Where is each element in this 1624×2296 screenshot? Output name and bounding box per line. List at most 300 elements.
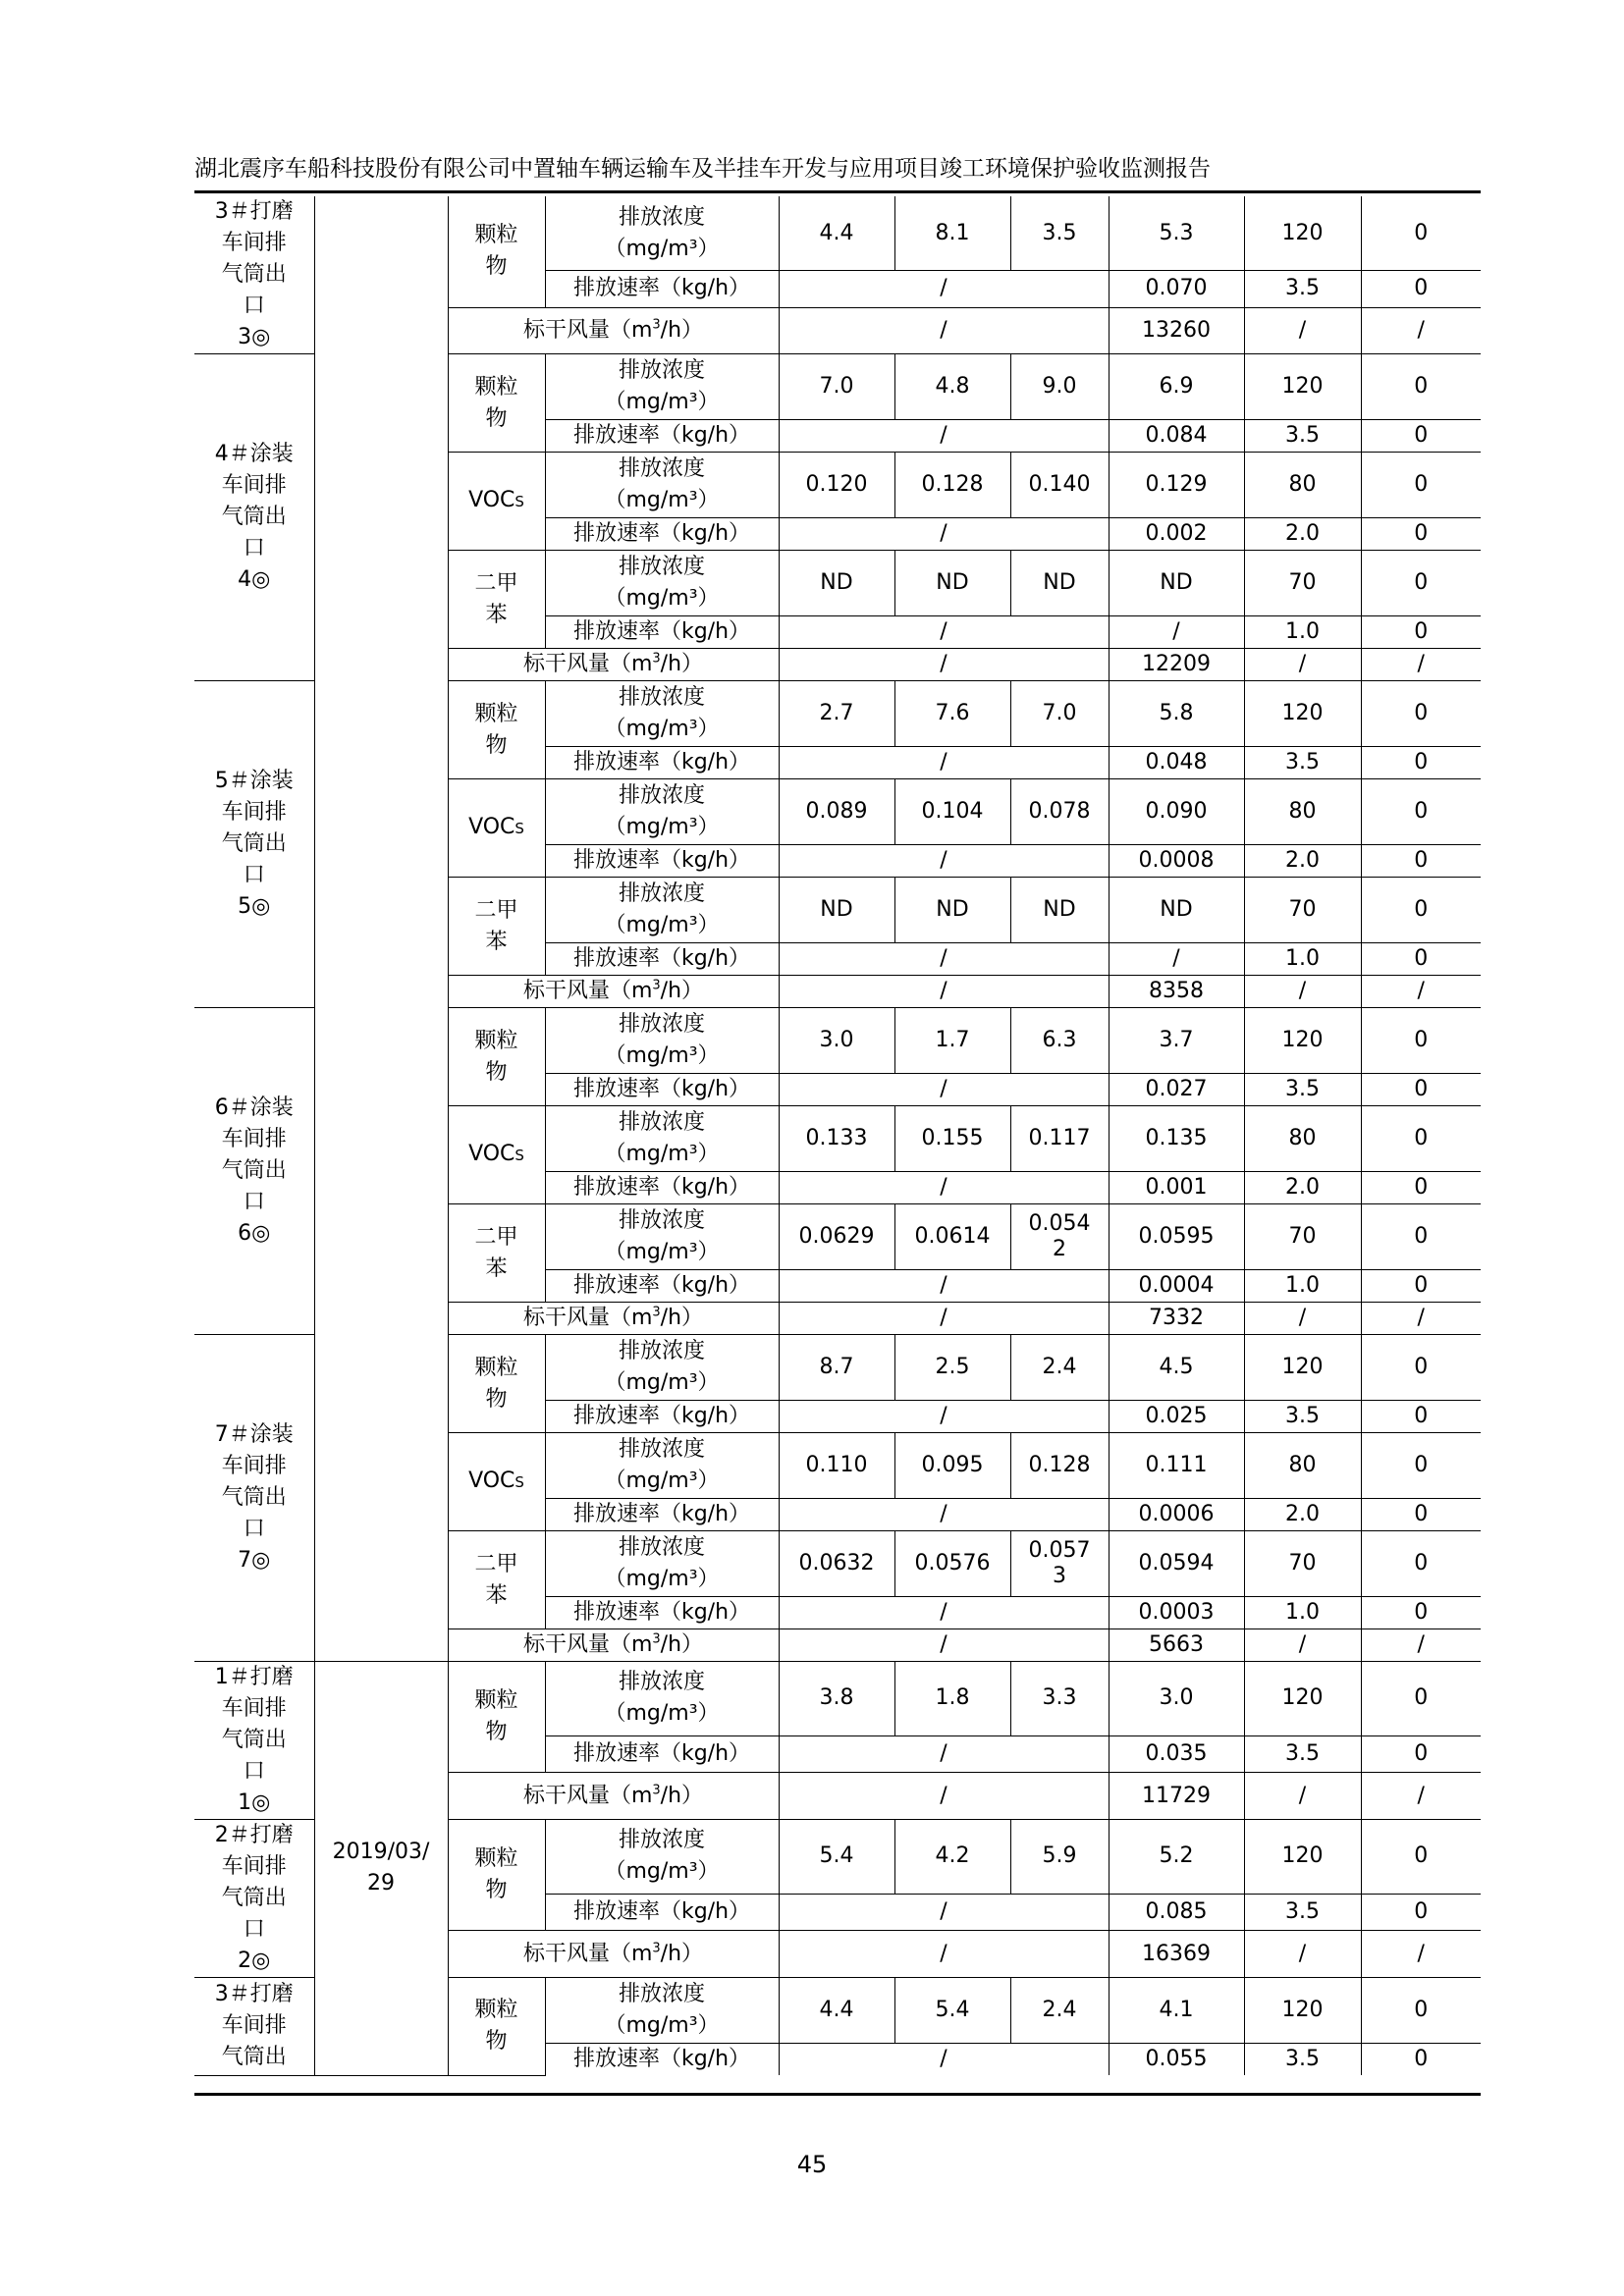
- pollutant-name-line: 二甲: [474, 1224, 518, 1250]
- flow-label: [448, 976, 779, 1008]
- location-cell: [194, 1662, 314, 1820]
- location-cell: [194, 196, 314, 354]
- conc-label: [545, 1978, 779, 2044]
- conc-label: [545, 1106, 779, 1172]
- table-bottom-rule: [194, 2093, 1481, 2096]
- value-cell: 5663: [1109, 1629, 1244, 1662]
- value-cell: ND: [779, 551, 894, 616]
- value-cell: /: [1361, 1629, 1481, 1662]
- conc-label: [545, 1662, 779, 1736]
- rate-label: 排放速率（kg/h）: [545, 943, 779, 976]
- pollutant-cell: [448, 1106, 545, 1204]
- rate-label: 排放速率（kg/h）: [545, 1401, 779, 1433]
- location-line: 车间排: [221, 231, 287, 255]
- value-cell: 0: [1361, 1735, 1481, 1772]
- pollutant-name-line: 物: [485, 2029, 508, 2055]
- location-line: 口: [243, 1759, 265, 1784]
- date-line: 29: [367, 1871, 395, 1896]
- value-cell: 0.027: [1109, 1074, 1244, 1106]
- flow-label: [448, 1773, 779, 1820]
- value-cell: 3.5: [1244, 420, 1361, 453]
- value-cell: 120: [1244, 1008, 1361, 1074]
- value-cell: 0: [1361, 616, 1481, 649]
- location-line: 车间排: [221, 1696, 287, 1721]
- value-cell: ND: [1010, 878, 1109, 943]
- value-cell: 0: [1361, 1172, 1481, 1204]
- flow-label-sup: 3: [652, 1631, 661, 1647]
- value-cell: 0: [1361, 420, 1481, 453]
- pollutant-cell: [448, 1433, 545, 1531]
- location-line: 气筒出: [221, 2045, 287, 2070]
- value-cell: 2.0: [1244, 1172, 1361, 1204]
- value-cell: 3.5: [1244, 1401, 1361, 1433]
- location-line: 7＃涂装: [214, 1422, 294, 1447]
- value-cell: 0.140: [1010, 453, 1109, 518]
- location-line: 口: [243, 863, 265, 887]
- flow-label-prefix: 标干风量（m: [522, 979, 653, 1003]
- value-cell: 5.8: [1109, 681, 1244, 747]
- value-cell: 80: [1244, 1106, 1361, 1172]
- conc-label-line: （mg/m³）: [604, 1468, 720, 1493]
- value-cell: 0: [1361, 271, 1481, 307]
- flow-label-sup: 3: [652, 978, 661, 993]
- conc-label: [545, 1531, 779, 1597]
- rate-label: 排放速率（kg/h）: [545, 1894, 779, 1930]
- flow-label-sup: 3: [652, 1783, 661, 1798]
- value-cell: /: [1244, 307, 1361, 353]
- value-cell: 3.5: [1244, 1894, 1361, 1930]
- value-cell: 3.3: [1010, 1662, 1109, 1736]
- location-line: 1◎: [238, 1790, 271, 1815]
- conc-label-line: 排放浓度: [618, 1208, 705, 1233]
- flow-label: [448, 1931, 779, 1978]
- value-cell: 120: [1244, 1662, 1361, 1736]
- value-cell: 0: [1361, 453, 1481, 518]
- value-cell: 7.0: [779, 354, 894, 420]
- location-cell: [194, 1335, 314, 1662]
- conc-label-line: （mg/m³）: [604, 488, 720, 512]
- value-cell: /: [779, 1597, 1109, 1629]
- value-cell: /: [779, 307, 1109, 353]
- location-line: 6＃涂装: [214, 1095, 294, 1120]
- value-cell: 0.085: [1109, 1894, 1244, 1930]
- flow-label-suffix: /h）: [660, 1632, 704, 1657]
- value-cell: 3.5: [1244, 271, 1361, 307]
- pollutant-name-line: 颗粒: [474, 701, 518, 726]
- value-cell: 0: [1361, 1433, 1481, 1499]
- page-number: 45: [796, 2151, 828, 2178]
- value-cell: 0: [1361, 943, 1481, 976]
- pollutant-subscript: S: [514, 820, 524, 837]
- pollutant-subscript: S: [514, 493, 524, 510]
- value-cell: /: [1361, 1303, 1481, 1335]
- value-cell: ND: [894, 878, 1010, 943]
- value-cell: 0: [1361, 1597, 1481, 1629]
- pollutant-name: VOC: [468, 815, 515, 839]
- value-cell: 0.055: [1109, 2044, 1244, 2076]
- value-cell: 4.4: [779, 1978, 894, 2044]
- value-cell: 13260: [1109, 307, 1244, 353]
- flow-label-prefix: 标干风量（m: [522, 1941, 653, 1966]
- location-line: 气筒出: [221, 1485, 287, 1510]
- conc-label-line: （mg/m³）: [604, 1701, 720, 1727]
- value-cell: 0: [1361, 1008, 1481, 1074]
- value-cell: 2.4: [1010, 1335, 1109, 1401]
- location-line: 3＃打磨: [214, 1982, 294, 2007]
- location-cell: [194, 681, 314, 1008]
- pollutant-name-line: 物: [485, 1720, 508, 1745]
- date-cell: [314, 1662, 448, 2076]
- conc-label-line: 排放浓度: [618, 555, 705, 579]
- pollutant-name: VOC: [468, 1142, 515, 1166]
- value-cell: 0.090: [1109, 779, 1244, 845]
- value-cell: 0: [1361, 1820, 1481, 1895]
- pollutant-subscript: S: [514, 1473, 524, 1491]
- value-cell: /: [779, 1773, 1109, 1820]
- value-cell: 0: [1361, 1531, 1481, 1597]
- pollutant-name-line: 颗粒: [474, 374, 518, 400]
- value-cell: /: [1361, 976, 1481, 1008]
- location-line: 3＃打磨: [214, 199, 294, 224]
- value-cell: 3.7: [1109, 1008, 1244, 1074]
- conc-label-line: 排放浓度: [618, 783, 705, 808]
- value-cell: 0.129: [1109, 453, 1244, 518]
- pollutant-cell: [448, 1820, 545, 1931]
- flow-label: [448, 1629, 779, 1662]
- conc-label: [545, 779, 779, 845]
- value-cell: 0.0008: [1109, 845, 1244, 878]
- value-cell: 0.0614: [894, 1204, 1010, 1270]
- pollutant-name-line: 颗粒: [474, 1846, 518, 1872]
- pollutant-cell: [448, 1978, 545, 2076]
- value-cell: ND: [1109, 878, 1244, 943]
- value-cell: 0: [1361, 551, 1481, 616]
- location-line: 5◎: [238, 894, 271, 919]
- table-row: [194, 196, 1481, 271]
- location-line: 3◎: [238, 325, 271, 349]
- conc-label-line: 排放浓度: [618, 1828, 705, 1853]
- value-cell: 4.5: [1109, 1335, 1244, 1401]
- conc-label-line: 排放浓度: [618, 1110, 705, 1135]
- value-cell: /: [779, 1629, 1109, 1662]
- value-cell: 4.4: [779, 196, 894, 271]
- value-cell: 0.111: [1109, 1433, 1244, 1499]
- pollutant-name-line: 苯: [485, 602, 508, 627]
- value-cell: 0: [1361, 681, 1481, 747]
- value-cell: 4.8: [894, 354, 1010, 420]
- location-line: 气筒出: [221, 262, 287, 287]
- location-line: 气筒出: [221, 1728, 287, 1752]
- value-cell: /: [779, 420, 1109, 453]
- value-cell: 0.0004: [1109, 1270, 1244, 1303]
- pollutant-name-line: 苯: [485, 1582, 508, 1608]
- value-cell: /: [779, 976, 1109, 1008]
- pollutant-cell: [448, 878, 545, 976]
- value-cell: ND: [1109, 551, 1244, 616]
- value-cell: 4.2: [894, 1820, 1010, 1895]
- value-cell: 0: [1361, 196, 1481, 271]
- value-cell: 0: [1361, 354, 1481, 420]
- value-cell: 0: [1361, 845, 1481, 878]
- table-row: [194, 1662, 1481, 1736]
- conc-label-line: （mg/m³）: [604, 1043, 720, 1068]
- flow-label: [448, 307, 779, 353]
- location-line: 6◎: [238, 1221, 271, 1246]
- value-cell: 7332: [1109, 1303, 1244, 1335]
- value-cell: 0: [1361, 878, 1481, 943]
- location-line: 气筒出: [221, 505, 287, 529]
- value-cell: 120: [1244, 1335, 1361, 1401]
- flow-label-sup: 3: [652, 1941, 661, 1956]
- pollutant-cell: [448, 354, 545, 453]
- value-cell: 0.155: [894, 1106, 1010, 1172]
- pollutant-name-line: 物: [485, 405, 508, 431]
- value-cell: /: [1109, 616, 1244, 649]
- value-cell: ND: [1010, 551, 1109, 616]
- value-cell: 3.5: [1244, 747, 1361, 779]
- flow-label-sup: 3: [652, 317, 661, 333]
- conc-label-line: （mg/m³）: [604, 586, 720, 611]
- value-cell: 120: [1244, 354, 1361, 420]
- value-cell: 12209: [1109, 649, 1244, 681]
- conc-label: [545, 551, 779, 616]
- value-cell: ND: [779, 878, 894, 943]
- value-cell: 7.6: [894, 681, 1010, 747]
- value-cell: 0: [1361, 779, 1481, 845]
- conc-label: [545, 1335, 779, 1401]
- conc-label-line: 排放浓度: [618, 358, 705, 383]
- conc-label-line: 排放浓度: [618, 1982, 705, 2006]
- value-cell: 120: [1244, 681, 1361, 747]
- value-cell: 8.1: [894, 196, 1010, 271]
- value-cell: 80: [1244, 1433, 1361, 1499]
- value-cell: 9.0: [1010, 354, 1109, 420]
- pollutant-name: VOC: [468, 488, 515, 512]
- value-cell: 0: [1361, 1106, 1481, 1172]
- value-cell: 2.0: [1244, 845, 1361, 878]
- rate-label: 排放速率（kg/h）: [545, 616, 779, 649]
- conc-label: [545, 196, 779, 271]
- value-cell: 2.4: [1010, 1978, 1109, 2044]
- pollutant-cell: [448, 1531, 545, 1629]
- value-cell: /: [779, 943, 1109, 976]
- pollutant-name-line: 苯: [485, 929, 508, 954]
- value-cell: 3.0: [1109, 1662, 1244, 1736]
- value-cell: 5.9: [1010, 1820, 1109, 1895]
- conc-label: [545, 1008, 779, 1074]
- flow-label-sup: 3: [652, 651, 661, 667]
- value-cell: /: [779, 1074, 1109, 1106]
- value-cell: 3.5: [1244, 1074, 1361, 1106]
- value-cell: 4.1: [1109, 1978, 1244, 2044]
- location-cell: [194, 1978, 314, 2076]
- value-cell: /: [779, 2044, 1109, 2076]
- value-cell: 0.025: [1109, 1401, 1244, 1433]
- value-cell: 0.0595: [1109, 1204, 1244, 1270]
- conc-label: [545, 878, 779, 943]
- value-cell: 0.133: [779, 1106, 894, 1172]
- pollutant-name-line: 物: [485, 1878, 508, 1903]
- value-cell: /: [779, 1303, 1109, 1335]
- location-line: 口: [243, 1190, 265, 1214]
- value-cell: /: [1244, 1773, 1361, 1820]
- flow-label: [448, 649, 779, 681]
- location-line: 1＃打磨: [214, 1665, 294, 1689]
- conc-label-line: （mg/m³）: [604, 1370, 720, 1395]
- conc-label-line: （mg/m³）: [604, 1240, 720, 1264]
- location-line: 4＃涂装: [214, 442, 294, 466]
- value-cell: 3.8: [779, 1662, 894, 1736]
- conc-label-line: （mg/m³）: [604, 815, 720, 839]
- value-cell: 0.035: [1109, 1735, 1244, 1772]
- conc-label-line: 排放浓度: [618, 1012, 705, 1037]
- conc-label-line: （mg/m³）: [604, 390, 720, 414]
- rate-label: 排放速率（kg/h）: [545, 2044, 779, 2076]
- value-cell: 16369: [1109, 1931, 1244, 1978]
- rate-label: 排放速率（kg/h）: [545, 1074, 779, 1106]
- value-cell: /: [779, 1931, 1109, 1978]
- value-cell: 7.0: [1010, 681, 1109, 747]
- value-cell: 5.4: [779, 1820, 894, 1895]
- value-cell: 6.9: [1109, 354, 1244, 420]
- value-cell: 0.110: [779, 1433, 894, 1499]
- conc-label: [545, 1433, 779, 1499]
- rate-label: 排放速率（kg/h）: [545, 271, 779, 307]
- location-line: 2＃打磨: [214, 1823, 294, 1847]
- value-cell: 5.4: [894, 1978, 1010, 2044]
- pollutant-cell: [448, 1662, 545, 1773]
- conc-label-line: （mg/m³）: [604, 2013, 720, 2038]
- value-cell: /: [1361, 649, 1481, 681]
- pollutant-cell: [448, 196, 545, 307]
- value-cell: /: [1244, 1303, 1361, 1335]
- value-cell: /: [779, 271, 1109, 307]
- location-line: 2◎: [238, 1949, 271, 1973]
- value-cell: 0: [1361, 1662, 1481, 1736]
- header-rule: [194, 190, 1481, 193]
- value-cell: 0.001: [1109, 1172, 1244, 1204]
- value-cell: /: [779, 1894, 1109, 1930]
- value-cell: 80: [1244, 453, 1361, 518]
- pollutant-name-line: 二甲: [474, 1551, 518, 1576]
- value-cell: /: [1361, 1931, 1481, 1978]
- pollutant-cell: [448, 681, 545, 779]
- value-cell: 0.0006: [1109, 1499, 1244, 1531]
- value-cell: 8.7: [779, 1335, 894, 1401]
- location-line: 车间排: [221, 1854, 287, 1879]
- value-cell: 0.054 2: [1010, 1204, 1109, 1270]
- location-cell: [194, 1008, 314, 1335]
- value-cell: 5.2: [1109, 1820, 1244, 1895]
- value-cell: 0: [1361, 1499, 1481, 1531]
- conc-label-line: 排放浓度: [618, 1339, 705, 1363]
- location-line: 车间排: [221, 2013, 287, 2039]
- value-cell: 0.095: [894, 1433, 1010, 1499]
- value-cell: 0: [1361, 1074, 1481, 1106]
- value-cell: 1.0: [1244, 1597, 1361, 1629]
- conc-label-line: （mg/m³）: [604, 913, 720, 937]
- value-cell: 1.0: [1244, 1270, 1361, 1303]
- conc-label-line: 排放浓度: [618, 881, 705, 906]
- value-cell: 0.120: [779, 453, 894, 518]
- pollutant-cell: [448, 779, 545, 878]
- value-cell: 3.5: [1244, 1735, 1361, 1772]
- value-cell: /: [779, 518, 1109, 551]
- flow-label-suffix: /h）: [660, 1941, 704, 1966]
- value-cell: 1.7: [894, 1008, 1010, 1074]
- conc-label-line: 排放浓度: [618, 1437, 705, 1462]
- value-cell: 0.0632: [779, 1531, 894, 1597]
- value-cell: 0.070: [1109, 271, 1244, 307]
- value-cell: /: [1244, 1629, 1361, 1662]
- location-line: 口: [243, 294, 265, 318]
- value-cell: /: [779, 1401, 1109, 1433]
- conc-label-line: （mg/m³）: [604, 717, 720, 741]
- location-line: 气筒出: [221, 1886, 287, 1910]
- rate-label: 排放速率（kg/h）: [545, 1597, 779, 1629]
- flow-label-suffix: /h）: [660, 979, 704, 1003]
- pollutant-cell: [448, 551, 545, 649]
- value-cell: /: [1361, 307, 1481, 353]
- location-line: 口: [243, 1917, 265, 1942]
- location-line: 7◎: [238, 1548, 271, 1573]
- value-cell: 0.0629: [779, 1204, 894, 1270]
- value-cell: 120: [1244, 196, 1361, 271]
- rate-label: 排放速率（kg/h）: [545, 747, 779, 779]
- location-line: 口: [243, 1517, 265, 1541]
- value-cell: 0.104: [894, 779, 1010, 845]
- pollutant-name-line: 物: [485, 732, 508, 758]
- pollutant-cell: [448, 1008, 545, 1106]
- pollutant-name-line: 二甲: [474, 570, 518, 596]
- value-cell: 1.0: [1244, 943, 1361, 976]
- conc-label-line: 排放浓度: [618, 1535, 705, 1560]
- pollutant-name-line: 物: [485, 1386, 508, 1412]
- value-cell: /: [1244, 976, 1361, 1008]
- location-line: 车间排: [221, 1454, 287, 1478]
- conc-label-line: 排放浓度: [618, 456, 705, 481]
- conc-label: [545, 1204, 779, 1270]
- value-cell: 0: [1361, 518, 1481, 551]
- conc-label: [545, 354, 779, 420]
- location-cell: [194, 1820, 314, 1978]
- value-cell: 70: [1244, 1204, 1361, 1270]
- value-cell: /: [1244, 1931, 1361, 1978]
- location-line: 车间排: [221, 1127, 287, 1151]
- conc-label-line: 排放浓度: [618, 204, 705, 230]
- value-cell: /: [779, 1270, 1109, 1303]
- conc-label: [545, 453, 779, 518]
- value-cell: 0.057 3: [1010, 1531, 1109, 1597]
- value-cell: 120: [1244, 1978, 1361, 2044]
- rate-label: 排放速率（kg/h）: [545, 518, 779, 551]
- flow-label-sup: 3: [652, 1305, 661, 1320]
- value-cell: 3.0: [779, 1008, 894, 1074]
- conc-label-line: 排放浓度: [618, 685, 705, 710]
- value-cell: 70: [1244, 1531, 1361, 1597]
- value-cell: /: [779, 845, 1109, 878]
- value-cell: 0.117: [1010, 1106, 1109, 1172]
- value-cell: 0: [1361, 1270, 1481, 1303]
- value-cell: /: [779, 616, 1109, 649]
- conc-label-line: （mg/m³）: [604, 236, 720, 261]
- value-cell: 0: [1361, 1335, 1481, 1401]
- value-cell: 2.7: [779, 681, 894, 747]
- monitoring-table: [194, 196, 1481, 2076]
- pollutant-name-line: 物: [485, 1059, 508, 1085]
- pollutant-cell: [448, 453, 545, 551]
- value-cell: 0.128: [894, 453, 1010, 518]
